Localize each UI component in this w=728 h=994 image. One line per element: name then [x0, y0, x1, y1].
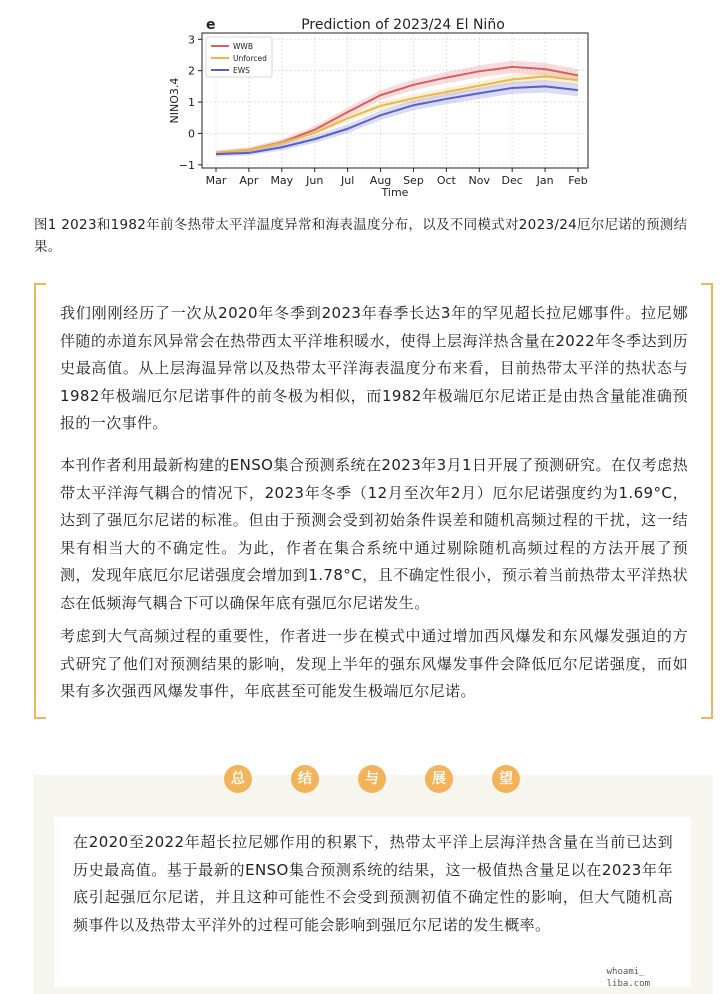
x-tick-label: Jun [306, 174, 324, 187]
quote-block [34, 283, 713, 719]
heading-badge: 结 [291, 765, 319, 793]
y-tick-label: 3 [188, 33, 195, 47]
heading-badge: 总 [224, 765, 252, 793]
x-tick-label: Aug [369, 174, 392, 187]
x-axis-label: Time [381, 186, 409, 199]
heading-badge: 望 [492, 765, 520, 793]
x-tick-label: Nov [468, 174, 491, 187]
quote-paragraph-2: 本刊作者利用最新构建的ENSO集合预测系统在2023年3月1日开展了预测研究。在仅考虑热带太平洋海气耦合的情况下，2023年冬季（12月至次年2月）厄尔尼诺强度约为1.69°C，达到了强厄尔尼诺的标准。但由于预测会受到初始条件误差和随机高频过程的干扰，这一结果有相当大的不确定性。为此，作者在集合系统中通过剔除随机高频过程的方法开展了预测，发现年底厄尔尼诺强度会增加到1.78°C，且不确定性很小，预示着当前热带太平洋热状态在低频海气耦合下可以确保年底有强厄尔尼诺发生。 [60, 456, 688, 612]
quote-paragraph-3: 考虑到大气高频过程的重要性，作者进一步在模式中通过增加西风爆发和东风爆发强迫的方式研究了他们对预测结果的影响，发现上半年的强东风爆发事件会降低厄尔尼诺强度，而如果有多次强西风爆发事件，年底甚至可能发生极端厄尔尼诺。 [60, 627, 688, 700]
figure-caption: 图1 2023和1982年前冬热带太平洋温度异常和海表温度分布，以及不同模式对2023/24厄尔尼诺的预测结果。 [34, 217, 688, 255]
quote-paragraph-1: 我们刚刚经历了一次从2020年冬季到2023年春季长达3年的罕见超长拉尼娜事件。拉尼娜伴随的赤道东风异常会在热带西太平洋堆积暖水，使得上层海洋热含量在2022年冬季达到历史最高值。从上层海温异常以及热带太平洋海表温度分布来看，目前热带太平洋的热状态与1982年极端厄尔尼诺事件的前冬极为相似，而1982年极端厄尔尼诺正是由热含量能准确预报的一次事件。 [60, 304, 688, 432]
x-tick-label: Mar [205, 174, 227, 187]
x-tick-label: Dec [501, 174, 523, 187]
heading-badge: 与 [358, 765, 386, 793]
watermark [607, 966, 650, 990]
x-tick-label: Feb [568, 174, 588, 187]
legend-label-wwb: WWB [233, 42, 253, 51]
y-tick-label: 1 [188, 96, 195, 110]
summary-box [54, 817, 691, 987]
x-tick-label: May [270, 174, 294, 187]
left-bracket [34, 283, 46, 719]
x-tick-label: Sep [403, 174, 424, 187]
legend-label-unforced: Unforced [233, 54, 267, 63]
heading-badge: 展 [425, 765, 453, 793]
y-axis-label: NINO3.4 [168, 77, 181, 124]
x-tick-label: Oct [436, 174, 456, 187]
x-tick-label: Jan [536, 174, 554, 187]
el-nino-prediction-chart [0, 0, 728, 205]
summary-section [34, 771, 713, 994]
watermark-line-2: liba.com [606, 979, 650, 989]
y-tick-label: −1 [178, 158, 195, 172]
right-bracket [701, 283, 713, 719]
summary-heading [34, 765, 713, 801]
chart-title: Prediction of 2023/24 El Niño [301, 17, 505, 33]
panel-label: e [206, 17, 216, 33]
summary-text: 在2020至2022年超长拉尼娜作用的积累下，热带太平洋上层海洋热含量在当前已达到历史最高值。基于最新的ENSO集合预测系统的结果，这一极值热含量足以在2023年年底引起强厄尔尼诺，并且这种可能性不会受到预测初值不确定性的影响，但大气随机高频事件以及热带太平洋外的过程可能会影响到强厄尔尼诺的发生概率。 [73, 833, 673, 934]
chart-svg [0, 0, 728, 205]
watermark-line-1: whoami_ [606, 967, 645, 977]
x-tick-label: Apr [239, 174, 259, 187]
y-tick-label: 0 [188, 127, 195, 141]
y-tick-label: 2 [188, 64, 195, 78]
legend-label-ews: EWS [233, 66, 250, 75]
x-tick-label: Jul [340, 174, 355, 187]
